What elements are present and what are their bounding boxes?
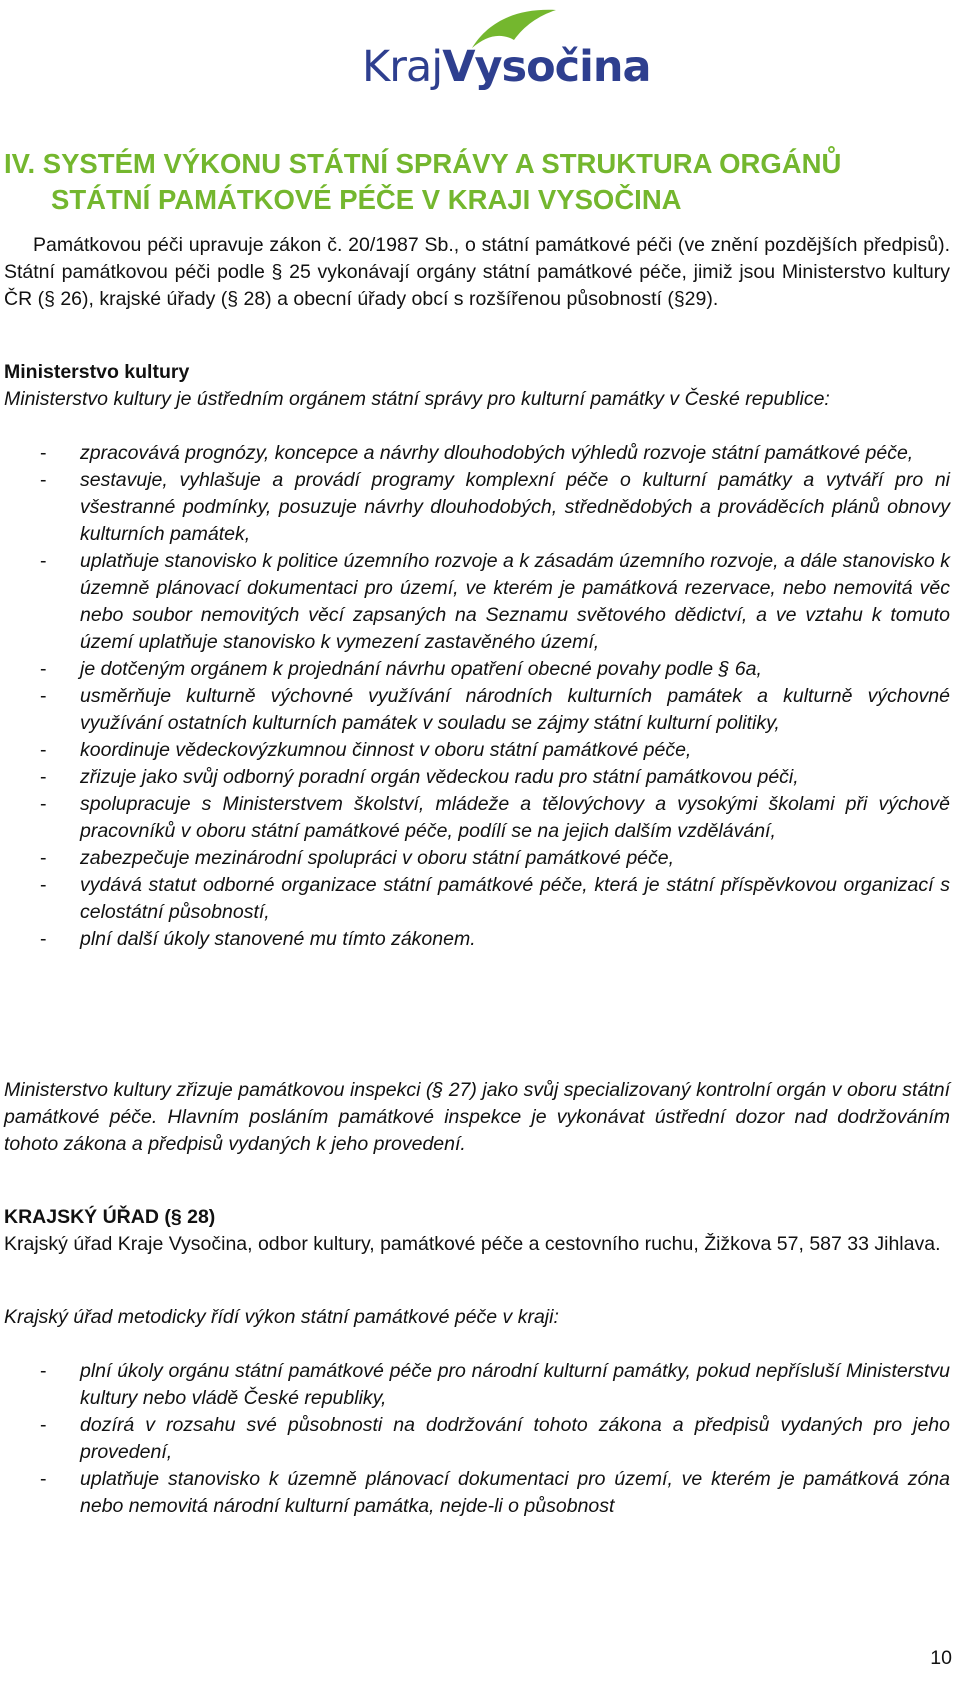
list-item — [4, 1466, 950, 1520]
ministry-duties-list — [4, 440, 950, 953]
list-item — [4, 737, 950, 764]
logo-wordmark — [362, 42, 651, 92]
list-item — [4, 845, 950, 872]
list-item-text: sestavuje, vyhlašuje a provádí programy komplexní péče o kulturní památky a vytváří pro ni všestranné podmínky, posuzuje návrhy dlouhodobých, střednědobých a prováděcích plánů obnovy kulturních památek, — [80, 469, 950, 545]
list-item-text: zabezpečuje mezinárodní spolupráci v oboru státní památkové péče, — [80, 847, 675, 869]
ministry-lead: Ministerstvo kultury je ústředním orgánem státní správy pro kulturní památky v České republice: — [4, 388, 830, 410]
regional-office-address: Krajský úřad Kraje Vysočina, odbor kultury, památkové péče a cestovního ruchu, Žižkova 57, 587 33 Jihlava. — [4, 1233, 941, 1255]
list-item — [4, 1358, 950, 1412]
list-item — [4, 656, 950, 683]
list-dash: - — [40, 685, 47, 707]
ministry-heading: Ministerstvo kultury — [4, 361, 190, 383]
list-dash: - — [40, 550, 47, 572]
list-dash: - — [40, 874, 47, 896]
list-item-text: koordinuje vědeckovýzkumnou činnost v oboru státní památkové péče, — [80, 739, 692, 761]
list-item-text: plní další úkoly stanovené mu tímto zákonem. — [80, 928, 476, 950]
list-item — [4, 764, 950, 791]
list-item — [4, 926, 950, 953]
chapter-title-line-1: IV. SYSTÉM VÝKONU STÁTNÍ SPRÁVY A STRUKTURA ORGÁNŮ — [4, 148, 842, 179]
list-dash: - — [40, 1360, 47, 1382]
list-item — [4, 872, 950, 926]
list-dash: - — [40, 928, 47, 950]
chapter-title-line-2: STÁTNÍ PAMÁTKOVÉ PÉČE V KRAJI VYSOČINA — [51, 184, 682, 215]
logo-kraj-text: Kraj — [362, 42, 443, 92]
list-dash: - — [40, 793, 47, 815]
intro-paragraph: Památkovou péči upravuje zákon č. 20/1987 Sb., o státní památkové péči (ve znění pozdějších předpisů). Státní památkovou péči podle § 25 vykonávají orgány státní památkové péče, jimiž jsou Ministerstvo kultury ČR (§ 26), krajské úřady (§ 28) a obecní úřady obcí s rozšířenou působností (§29). — [4, 234, 950, 310]
logo-vysocina-text: Vysočina — [442, 42, 651, 92]
regional-office-lead: Krajský úřad metodicky řídí výkon státní památkové péče v kraji: — [4, 1306, 559, 1328]
list-item-text: vydává statut odborné organizace státní památkové péče, která je státní příspěvkovou organizací s celostátní působností, — [80, 874, 950, 923]
list-dash: - — [40, 658, 47, 680]
list-item-text: usměrňuje kulturně výchovné využívání národních kulturních památek a kulturně výchovné využívání ostatních kulturních památek v souladu se zájmy státní kulturní politiky, — [80, 685, 950, 734]
list-item — [4, 791, 950, 845]
list-item — [4, 440, 950, 467]
list-item-text: zpracovává prognózy, koncepce a návrhy dlouhodobých výhledů rozvoje státní památkové péče, — [80, 442, 914, 464]
list-dash: - — [40, 847, 47, 869]
list-dash: - — [40, 469, 47, 491]
list-item-text: je dotčeným orgánem k projednání návrhu opatření obecné povahy podle § 6a, — [80, 658, 762, 680]
list-item — [4, 1412, 950, 1466]
list-dash: - — [40, 766, 47, 788]
list-item — [4, 467, 950, 548]
list-dash: - — [40, 442, 47, 464]
regional-office-heading: KRAJSKÝ ÚŘAD (§ 28) — [4, 1206, 216, 1228]
list-item-text: plní úkoly orgánu státní památkové péče pro národní kulturní památky, pokud nepřísluší Ministerstvu kultury nebo vládě České republiky, — [80, 1360, 950, 1409]
list-item-text: dozírá v rozsahu své působnosti na dodržování tohoto zákona a předpisů vydaných pro jeho provedení, — [80, 1414, 950, 1463]
page-number: 10 — [930, 1647, 952, 1669]
list-item-text: uplatňuje stanovisko k územně plánovací dokumentaci pro území, ve kterém je památková zóna nebo nemovitá národní kulturní památka, nejde-li o působnost — [80, 1468, 950, 1517]
chapter-title — [4, 146, 944, 218]
regional-duties-list — [4, 1358, 950, 1520]
kraj-vysocina-logo — [362, 6, 651, 96]
list-item — [4, 683, 950, 737]
list-item-text: uplatňuje stanovisko k politice územního rozvoje a k zásadám územního rozvoje, a dále stanovisko k územně plánovací dokumentaci pro území, ve kterém je památková rezervace, nebo nemovitá věc nebo soubor nemovitých věcí zapsaných na Seznamu světového dědictví, a ve vztahu k tomuto území uplatňuje stanovisko k vymezení zastavěného území, — [80, 550, 950, 653]
list-item-text: spolupracuje s Ministerstvem školství, mládeže a tělovýchovy a vysokými školami při výchově pracovníků v oboru státní památkové péče, podílí se na jejich dalším vzdělávání, — [80, 793, 950, 842]
list-item-text: zřizuje jako svůj odborný poradní orgán vědeckou radu pro státní památkovou péči, — [80, 766, 799, 788]
list-dash: - — [40, 1414, 47, 1436]
list-dash: - — [40, 1468, 47, 1490]
list-dash: - — [40, 739, 47, 761]
inspection-paragraph: Ministerstvo kultury zřizuje památkovou inspekci (§ 27) jako svůj specializovaný kontrolní orgán v oboru státní památkové péče. Hlavním posláním památkové inspekce je vykonávat ústřední dozor nad dodržováním tohoto zákona a předpisů vydaných k jeho provedení. — [4, 1079, 950, 1155]
list-item — [4, 548, 950, 656]
